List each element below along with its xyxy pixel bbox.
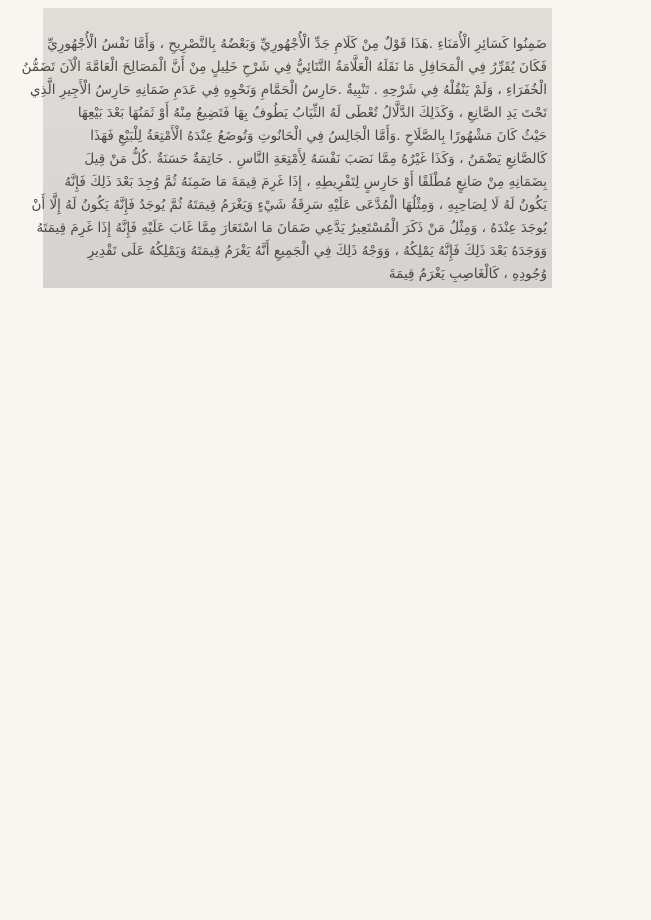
text-line: تَحْتَ يَدِ الصَّانِعِ ، وَكَذَلِكَ الدَّلَّالُ تُعْطَى لَهُ الثِّيَابُ يَطُوفُ بِهَا فَتَضِيعُ مِنْهُ أَوْ ثَمَنُهَا بَعْدَ بَيْعِهَا [77,105,547,121]
text-line: يُوجَدَ عِنْدَهُ ، وَمِثْلُ مَنْ ذَكَرَ الْمُسْتَعِيرُ يَدَّعِي ضَمَانَ مَا اسْتَعَارَ مِمَّا غَابَ عَلَيْهِ فَإِنَّهُ إِذَا غَرِمَ قِيمَتَهُ [36,220,547,236]
text-line: حَيْثُ كَانَ مَشْهُورًا بِالصَّلَاحِ .وَأَمَّا الْجَالِسُ فِي الْحَانُوتِ وَتُوضَعُ عِنْدَهُ الْأَمْتِعَةُ لِلْبَيْعِ فَهَذَا [90,128,547,144]
text-line: فَكَانَ يُقَرِّرُ فِي الْمَحَافِلِ مَا نَقَلَهُ الْعَلَّامَةُ التَّتَائِيُّ فِي شَرْحِ خَلِيلٍ مِنْ أَنَّ الْمَصَالِحَ الْعَامَّةَ الْآنَ تَضَمُّنُ [21,59,547,75]
text-line: يَكُونُ لَهُ لَا لِصَاحِبِهِ ، وَمِثْلُهَا الْمُدَّعَى عَلَيْهِ سَرِقَةُ شَيْءٍ وَيَغْرَمُ قِيمَتَهُ ثُمَّ يُوجَدُ فَإِنَّهُ يَكُونُ لَهُ إِلَّا أَنْ [31,197,547,213]
arabic-text-block [21,8,552,288]
text-line: الْخُفَرَاءِ ، وَلَمْ يَنْقُلْهُ فِي شَرْحِهِ . تَنْبِيةٌ .حَارِسُ الْحَمَّامِ وَنَحْوِهِ فِي عَدَمِ ضَمَانِهِ حَارِسُ الْأَجِيرِ الَّذِي [29,82,547,98]
text-line: كَالصَّانِعِ يَضْمَنُ ، وَكَذَا غَيْرُهُ مِمَّا نَصَبَ نَفْسَهُ لِأَمْتِعَةِ النَّاسِ . خَاتِمَةٌ حَسَنَةٌ .كُلُّ مَنْ قِيلَ [84,151,547,167]
text-line: ضَمِنُوا كَسَائِرِ الْأُمَنَاءِ .هَذَا قَوْلٌ مِنْ كَلَامِ جَدِّ الْأُجْهُورِيِّ وَبَعْضُهُ بِالتَّصْرِيحِ ، وَأَمَّا نَفْسُ الْأُجْهُورِيِّ [47,36,547,52]
text-line: وَوَجَدَهُ بَعْدَ ذَلِكَ فَإِنَّهُ يَمْلِكُهُ ، وَوَجْهُ ذَلِكَ فِي الْجَمِيعِ أَنَّهُ يَغْرَمُ قِيمَتَهُ وَيَمْلِكُهُ عَلَى تَقْدِيرِ [87,243,547,259]
text-line: وُجُودِهِ ، كَالْغَاصِبِ يَغْرَمُ قِيمَةَ [388,266,547,282]
text-line: بِضَمَانِهِ مِنْ صَانِعٍ مُطْلَقًا أَوْ حَارِسٍ لِتَفْرِيطِهِ ، إِذَا غَرِمَ قِيمَةَ مَا ضَمِنَهُ ثُمَّ وُجِدَ بَعْدَ ذَلِكَ فَإِنَّهُ [64,174,547,190]
